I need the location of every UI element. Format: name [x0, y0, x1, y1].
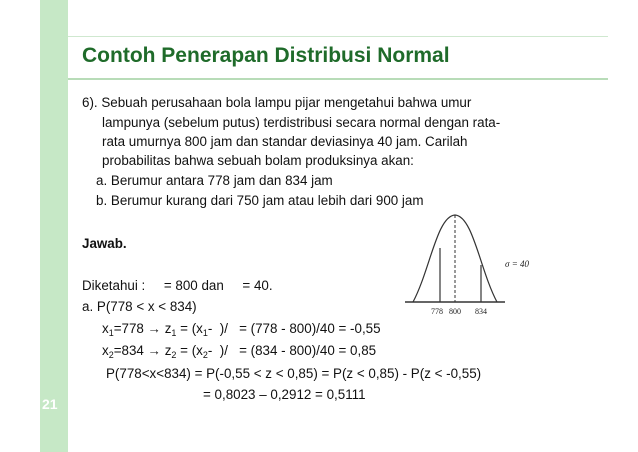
z2-formula-end: - )/ = (834 - 800)/40 = 0,85: [207, 343, 377, 358]
problem-item-a: a. Berumur antara 778 jam dan 834 jam: [96, 173, 333, 188]
problem-item-b: b. Berumur kurang dari 750 jam atau lebih dari 900 jam: [96, 193, 424, 208]
x2-value: =834: [113, 343, 148, 358]
z1-formula-end: - )/ = (778 - 800)/40 = -0,55: [207, 321, 381, 336]
x1-line: [102, 321, 381, 336]
sigma-label: σ = 40: [505, 259, 530, 269]
probability-line: P(778<x<834) = P(-0,55 < z < 0,85) = P(z < 0,85) - P(z < -0,55): [106, 366, 482, 381]
slide-title: Contoh Penerapan Distribusi Normal: [82, 44, 450, 67]
problem-line-2: lampunya (sebelum putus) terdistribusi secara normal dengan rata-: [102, 115, 501, 130]
bell-curve: [413, 215, 497, 302]
tick-label-834: 834: [475, 307, 487, 316]
problem-line-1: 6). Sebuah perusahaan bola lampu pijar mengetahui bahwa umur: [82, 95, 472, 110]
title-underline: [68, 78, 608, 80]
z2-label: z: [161, 343, 172, 358]
z1-formula-subscript: 1: [202, 328, 208, 338]
x2-line: [102, 343, 376, 358]
arrow-icon: →: [147, 321, 161, 336]
x2-subscript: 2: [108, 350, 114, 360]
problem-line-4: probabilitas bahwa sebuah bolam produksinya akan:: [102, 153, 414, 168]
z1-formula-start: = (x: [176, 321, 203, 336]
known-values: Diketahui : = 800 dan = 40.: [82, 278, 273, 293]
z2-formula-start: = (x: [176, 343, 203, 358]
x1-label: x: [102, 321, 109, 336]
arrow-icon: →: [147, 343, 161, 358]
part-a-heading: a. P(778 < x < 834): [82, 299, 197, 314]
tick-label-778: 778: [431, 307, 443, 316]
x1-subscript: 1: [108, 328, 114, 338]
z2-subscript: 2: [171, 350, 177, 360]
normal-curve-figure: [405, 210, 555, 322]
side-bar: [40, 0, 68, 452]
tick-label-800: 800: [449, 307, 461, 316]
page-number: 21: [42, 396, 58, 412]
title-top-line: [68, 36, 608, 37]
x1-value: =778: [113, 321, 148, 336]
problem-line-3: rata umurnya 800 jam dan standar deviasinya 40 jam. Carilah: [102, 134, 468, 149]
z1-subscript: 1: [171, 328, 177, 338]
result-line: = 0,8023 – 0,2912 = 0,5111: [203, 387, 366, 402]
answer-heading: Jawab.: [82, 236, 127, 251]
z2-formula-subscript: 2: [202, 350, 208, 360]
z1-label: z: [161, 321, 172, 336]
x2-label: x: [102, 343, 109, 358]
